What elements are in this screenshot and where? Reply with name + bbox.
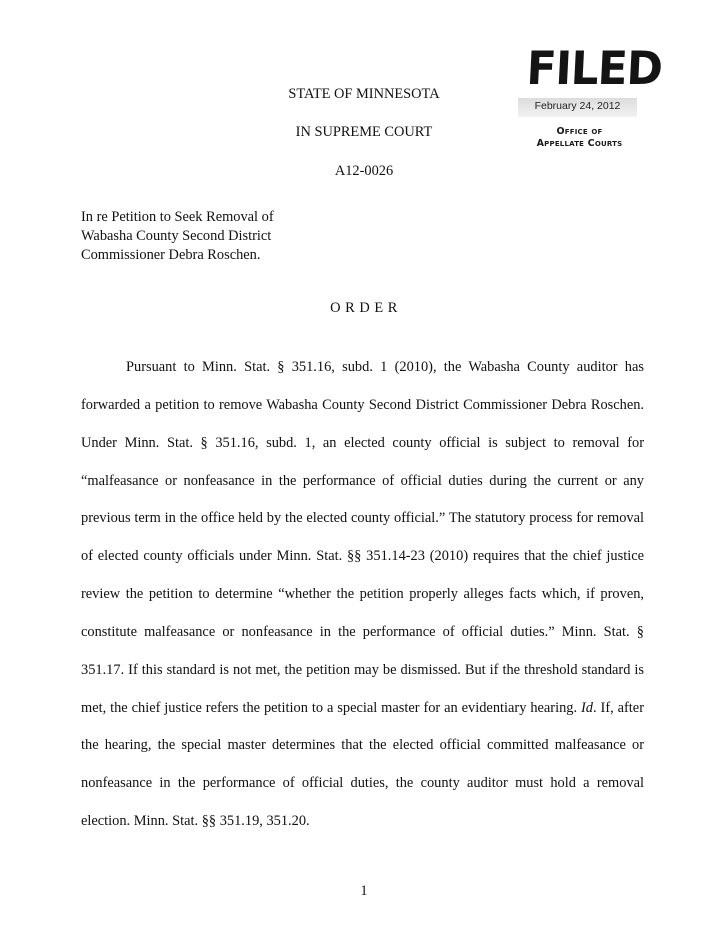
stamp-date: February 24, 2012 bbox=[534, 100, 621, 112]
stamp-office-line2: Appellate Courts bbox=[536, 138, 623, 149]
stamp-date-box bbox=[518, 98, 637, 117]
stamp-office bbox=[522, 126, 637, 150]
id-citation: Id bbox=[581, 699, 593, 716]
order-title: O R D E R bbox=[330, 300, 398, 316]
body-text-part-1: Pursuant to Minn. Stat. § 351.16, subd. 1 (2010), the Wabasha County auditor has forwarded a petition to remove Wabasha County Second District Commissioner Debra Roschen. Under Minn. Stat. § 351.16, subd. 1, an elected county official is subject to removal for “malfeasance or nonfeasance in the performance of official duties during the current or any previous term in the office held by the elected county official.” The statutory process for removal of elected county officials under Minn. Stat. §§ 351.14-23 (2010) requires that the chief justice review the petition to determine “whether the petition properly alleges facts which, if proven, constitute malfeasance or nonfeasance in the performance of official duties.” Minn. Stat. § 351.17. If this standard is not met, the petition may be dismissed. But if the threshold standard is met, the chief justice refers the petition to a special master for an evidentiary hearing. bbox=[81, 359, 644, 716]
page-number: 1 bbox=[360, 883, 368, 899]
court-heading: IN SUPREME COURT bbox=[295, 124, 433, 140]
body-text-part-2: . If, after the hearing, the special master determines that the elected official committed malfeasance or nonfeasance in the performance of official duties, the county auditor must hold a removal election. Minn. Stat. §§ 351.19, 351.20. bbox=[81, 699, 644, 830]
caption-line-1: In re Petition to Seek Removal of bbox=[81, 209, 274, 225]
case-number: A12-0026 bbox=[334, 163, 394, 179]
state-heading: STATE OF MINNESOTA bbox=[288, 86, 440, 102]
filed-stamp bbox=[518, 41, 664, 162]
stamp-filed-label: FILED bbox=[525, 41, 664, 95]
caption-line-2: Wabasha County Second District bbox=[81, 228, 272, 244]
stamp-office-line1: Office of bbox=[556, 126, 603, 137]
order-body-paragraph bbox=[81, 349, 644, 841]
case-caption bbox=[81, 208, 274, 265]
caption-line-3: Commissioner Debra Roschen. bbox=[81, 247, 261, 263]
